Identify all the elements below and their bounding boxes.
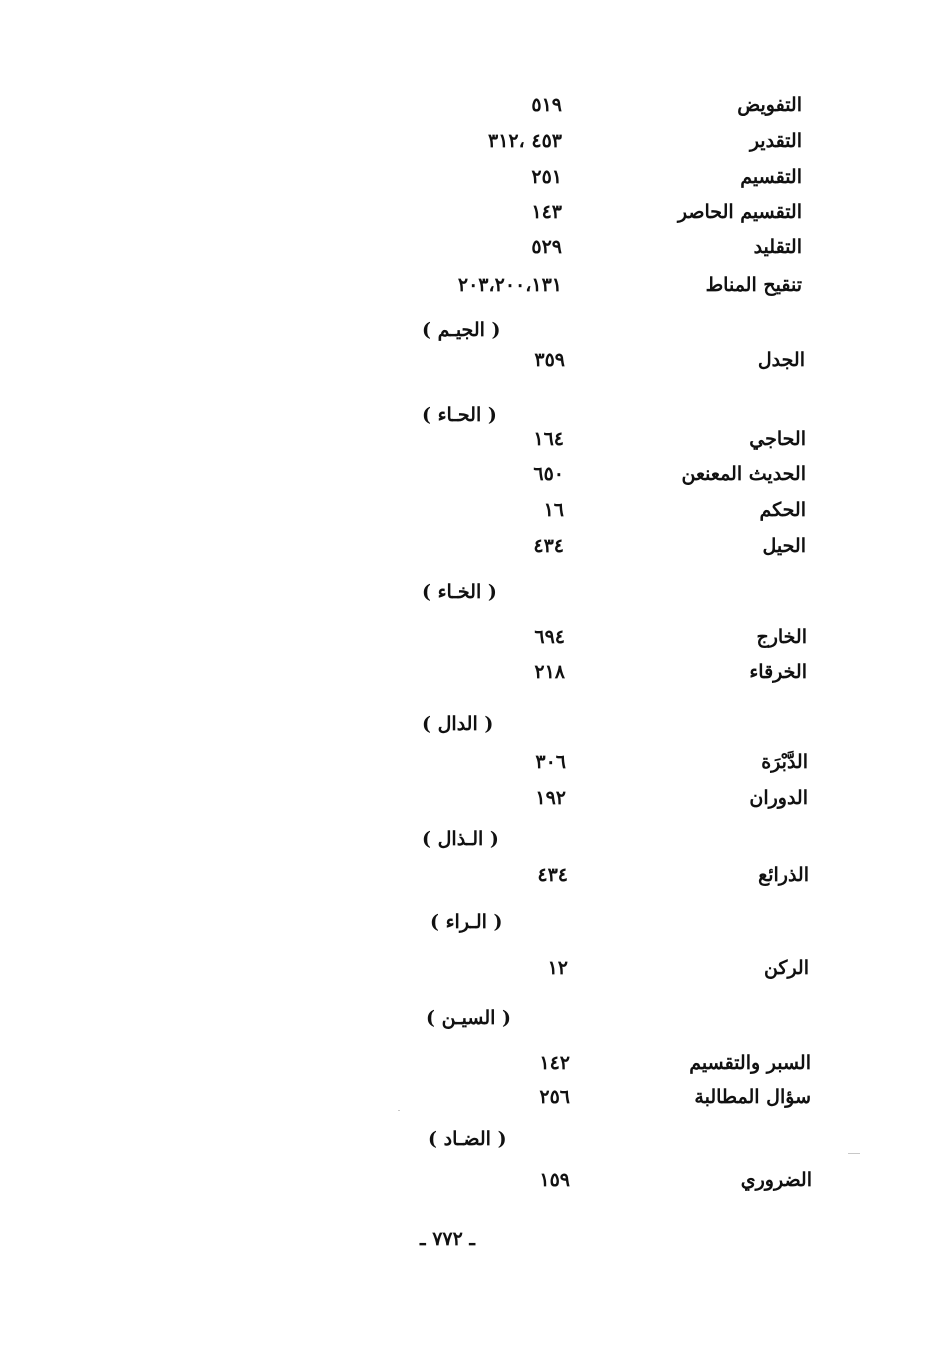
entry-pages: ١٥٩	[539, 1169, 570, 1191]
entry-term: التقليد	[753, 236, 802, 258]
entry-pages: ٢٠٣،٢٠٠،١٣١	[457, 274, 562, 296]
index-entry	[400, 529, 806, 563]
entry-term: الحيل	[762, 535, 806, 557]
entry-pages: ١٦٤	[533, 428, 564, 450]
index-entry	[400, 620, 807, 654]
entry-pages: ٢١٨	[534, 661, 565, 683]
entry-term: الحكم	[759, 499, 806, 521]
entry-pages: ١٤٣	[531, 201, 562, 223]
index-entry	[400, 88, 802, 122]
page-number: ـ ٧٧٢ ـ	[420, 1228, 475, 1250]
entry-pages: ٣٠٦	[535, 751, 566, 773]
index-entry	[400, 268, 802, 302]
entry-term: الخرقاء	[749, 661, 807, 683]
index-entry	[400, 160, 802, 194]
entry-term: التقدير	[749, 130, 802, 152]
index-entry	[400, 745, 808, 779]
entry-pages: ٢٥٦	[539, 1086, 570, 1108]
index-entry	[400, 781, 808, 815]
entry-term: الخارج	[756, 626, 807, 648]
entry-pages: ٥٢٩	[531, 236, 562, 258]
section-header: ( الـراء )	[430, 911, 503, 933]
entry-term: الركن	[763, 957, 809, 979]
entry-term: التقسيم	[740, 166, 802, 188]
entry-pages: ٦٥٠	[533, 463, 564, 485]
index-entry	[400, 1163, 812, 1197]
index-entry	[400, 343, 805, 377]
entry-pages: ٣٥٩	[534, 349, 565, 371]
entry-pages: ٤٥٣ ،٣١٢	[488, 130, 562, 152]
entry-pages: ٢٥١	[531, 166, 562, 188]
entry-term: تنقيح المناط	[705, 274, 802, 296]
section-header: ( الدال )	[422, 713, 494, 735]
entry-term: سؤال المطالبة	[694, 1086, 811, 1108]
section-header: ( السيـن )	[426, 1007, 511, 1029]
entry-pages: ٥١٩	[531, 94, 562, 116]
index-entry	[400, 1046, 811, 1080]
index-entry	[400, 951, 809, 985]
entry-term: الحاجي	[749, 428, 806, 450]
index-entry	[400, 230, 802, 264]
entry-term: الذرائع	[758, 864, 809, 886]
section-header: ( الخـاء )	[422, 581, 497, 603]
index-entry	[400, 1080, 811, 1114]
section-header: ( الـذال )	[422, 828, 499, 850]
entry-term: الدوران	[749, 787, 808, 809]
entry-term: الدَّبْرَة	[761, 751, 808, 773]
scan-margin-mark	[848, 1153, 860, 1154]
index-entry	[400, 858, 809, 892]
index-entry	[400, 422, 806, 456]
index-entry	[400, 457, 806, 491]
index-entry	[400, 493, 806, 527]
entry-term: الجدل	[757, 349, 805, 371]
entry-term: الضروري	[740, 1169, 812, 1191]
entry-pages: ١٩٢	[535, 787, 566, 809]
section-header: ( الجيـم )	[422, 319, 501, 341]
entry-pages: ٤٣٤	[537, 864, 568, 886]
section-header: ( الحـاء )	[422, 404, 497, 426]
index-entry	[400, 195, 802, 229]
entry-pages: ٦٩٤	[534, 626, 565, 648]
index-entry	[400, 124, 802, 158]
entry-term: الحديث المعنعن	[681, 463, 806, 485]
entry-term: السبر والتقسيم	[689, 1052, 811, 1074]
entry-term: التفويض	[737, 94, 802, 116]
section-header: ( الضـاد )	[428, 1128, 507, 1150]
entry-pages: ١٤٢	[539, 1052, 570, 1074]
entry-pages: ١٢	[547, 957, 568, 979]
entry-pages: ١٦	[543, 499, 564, 521]
entry-pages: ٤٣٤	[533, 535, 564, 557]
index-entry	[400, 655, 807, 689]
scan-margin-mark	[398, 1110, 400, 1111]
entry-term: التقسيم الحاصر	[677, 201, 802, 223]
